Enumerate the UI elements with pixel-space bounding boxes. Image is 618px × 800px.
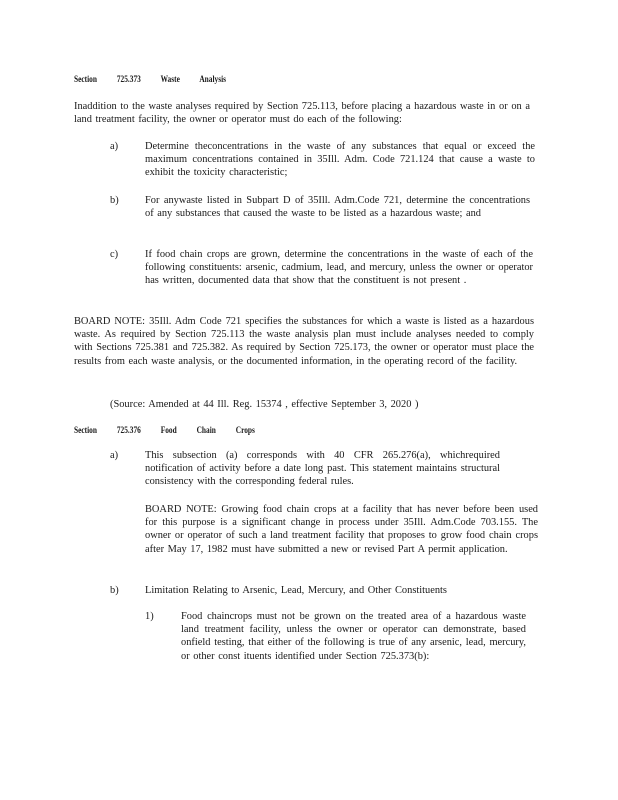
item-marker: b) — [110, 195, 119, 206]
section-title-word: Waste — [160, 74, 180, 84]
item-text: If food chain crops are grown, determine the concentrations in the waste of each of the following constituents: arsenic, cadmium, lead, and mercury, unless the owner or operator has written, documented data that show that the constituent is not present . — [145, 249, 533, 287]
section-word: Section — [74, 74, 97, 84]
subitem-text: Food chaincrops must not be grown on the treated area of a hazardous waste land treatment facility, unless the owner or operator can demonstrate, based onfield testing, that either of the following is true of any arsenic, lead, mercury, or other const ituents identified under Section 725.373(b): — [181, 611, 526, 662]
item-marker: a) — [110, 141, 119, 152]
item-marker: b) — [110, 585, 119, 596]
section-word: Section — [74, 425, 97, 435]
section-title-word: Analysis — [199, 74, 227, 84]
board-note: BOARD NOTE: Growing food chain crops at a facility that has never before been used for this purpose is a significant change in process under 35Ill. Adm.Code 703.155. The owner or operator of such a land treatment facility that proposes to grow food chain crops after May 17, 1982 must have submitted a new or revised Part A permit application. — [145, 504, 538, 555]
item-marker: a) — [110, 450, 119, 461]
subitem-marker: 1) — [145, 611, 154, 622]
section-number: 725.376 — [116, 425, 141, 435]
section-title-word: Food — [160, 425, 177, 435]
item-text: This subsection (a) corresponds with 40 CFR 265.276(a), whichrequired notification of activity before a date long past. This statement maintains structural consistency with the corresponding federal rules. — [145, 450, 500, 488]
item-text: Determine theconcentrations in the waste of any substances that equal or exceed the maximum concentrations contained in 35Ill. Adm. Code 721.124 that cause a waste to exhibit the toxicity characteristic; — [145, 141, 535, 179]
item-marker: c) — [110, 249, 119, 260]
section-title-word: Crops — [235, 425, 255, 435]
source-note: (Source: Amended at 44 Ill. Reg. 15374 , effective September 3, 2020 ) — [110, 399, 419, 410]
section-number: 725.373 — [116, 74, 141, 84]
intro-paragraph: Inaddition to the waste analyses required by Section 725.113, before placing a hazardous waste in or on a land treatment facility, the owner or operator must do each of the following: — [74, 101, 530, 126]
section-heading — [74, 425, 273, 435]
board-note: BOARD NOTE: 35Ill. Adm Code 721 specifies the substances for which a waste is listed as a hazardous waste. As required by Section 725.113 the waste analysis plan must include analyses needed to comply with Sections 725.381 and 725.382. As required by Section 725.173, the owner or operator must place the results from each waste analysis, or the documented information, in the operating record of the facility. — [74, 316, 534, 367]
section-title-word: Chain — [196, 425, 216, 435]
section-heading — [74, 74, 244, 84]
item-text: For anywaste listed in Subpart D of 35Ill. Adm.Code 721, determine the concentrations of any substances that caused the waste to be listed as a hazardous waste; and — [145, 195, 530, 220]
item-title: Limitation Relating to Arsenic, Lead, Mercury, and Other Constituents — [145, 585, 447, 596]
